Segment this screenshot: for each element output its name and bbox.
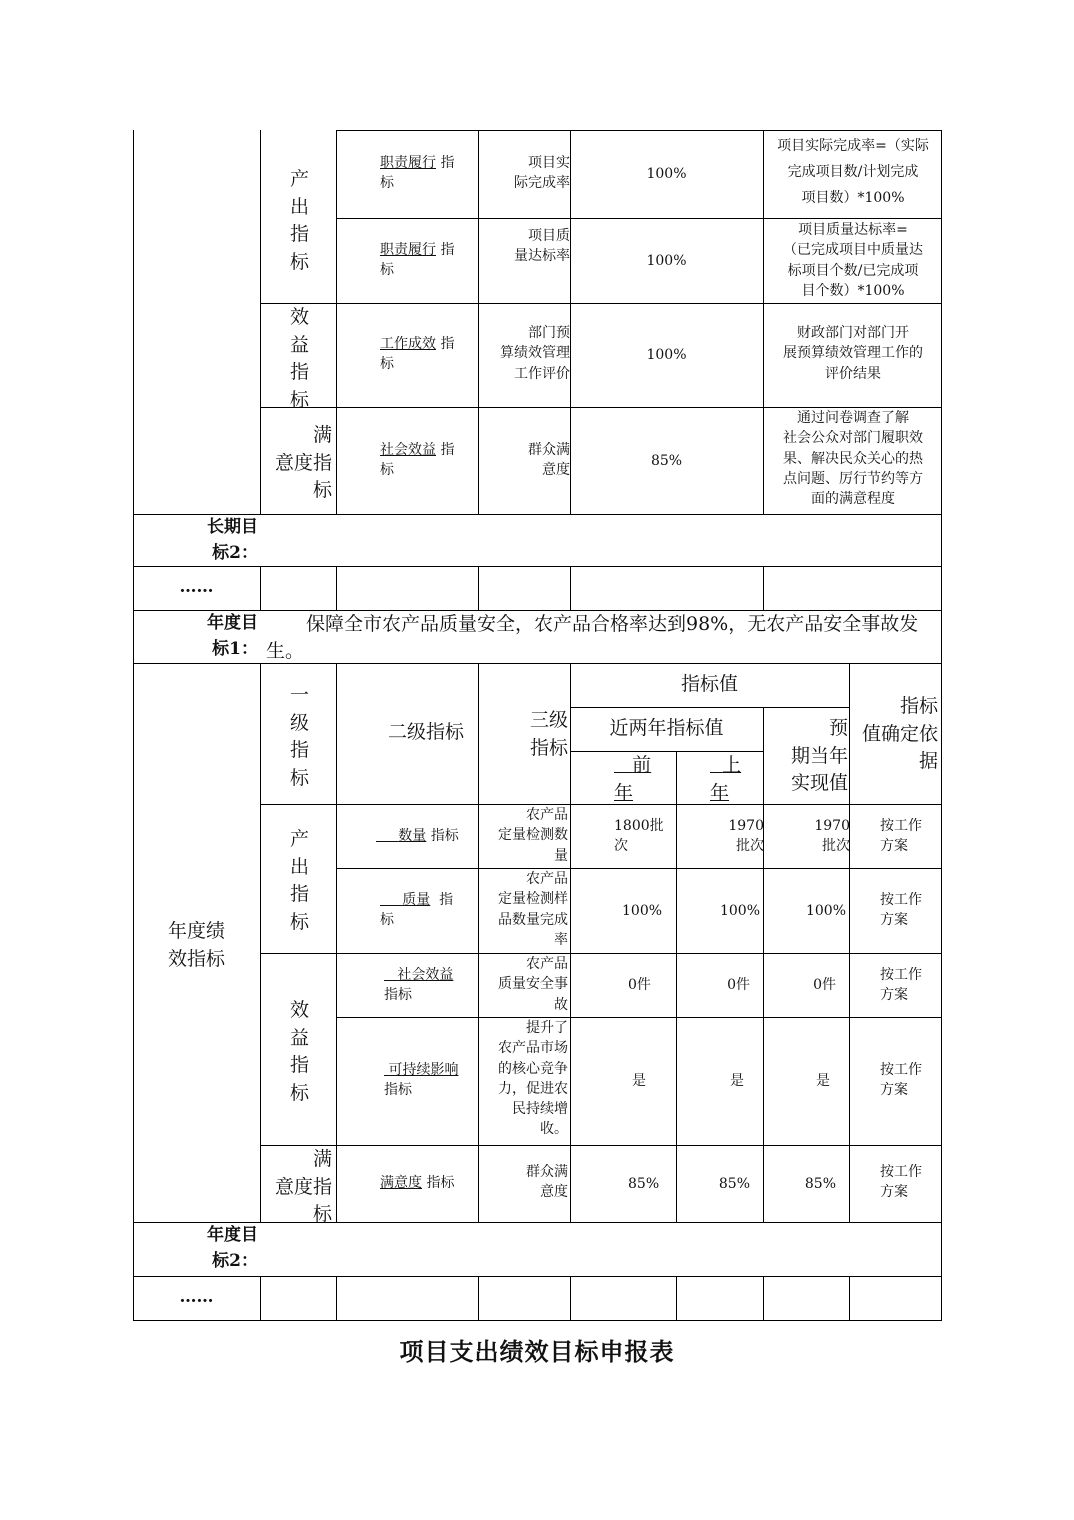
table-border: [478, 663, 479, 1222]
last-value: 是: [730, 1073, 744, 1089]
table-border: [763, 1276, 764, 1321]
value-cell: 100%: [646, 347, 687, 363]
level2-underlined: [384, 967, 453, 983]
expected-value: 是: [816, 1073, 830, 1089]
table-border: [570, 663, 571, 1222]
page-title: 项目支出绩效目标申报表: [399, 1337, 675, 1366]
level3-cell: 群众满 意度: [528, 442, 570, 479]
expected-value: 0件: [813, 977, 836, 993]
last-year-suffix: 年: [710, 781, 730, 804]
header-level2: 二级指标: [388, 721, 465, 743]
level3-cell: 农产品 定量检测样 品数量完成 率: [498, 871, 568, 948]
table-border: [260, 130, 261, 514]
basis-cell: 财政部门对部门开 展预算绩效管理工作的 评价结果: [783, 325, 923, 382]
level2-suffix: 指 标: [380, 336, 455, 373]
table-border: [336, 868, 942, 869]
last-value: 100%: [719, 903, 760, 919]
level2-underlined: 职责履行: [380, 242, 436, 258]
annual-goal2-label: 年度目 标2：: [207, 1225, 258, 1271]
level2-text: 数量: [398, 828, 427, 844]
last-year-underlined: [710, 754, 741, 776]
table-border: [336, 1017, 942, 1018]
level2-suffix: 指 标: [380, 442, 455, 479]
last-value: 0件: [727, 977, 750, 993]
table-border: [478, 130, 479, 514]
level2-cell: [380, 240, 475, 281]
expected-value: 100%: [805, 903, 846, 919]
table-border: [849, 663, 850, 1222]
prev-value: 是: [632, 1073, 646, 1089]
prev-value: 85%: [628, 1176, 660, 1192]
level2-suffix: 指标: [426, 828, 459, 844]
level2-cell: [380, 890, 476, 931]
level2-cell: [380, 1173, 476, 1193]
annual-goal1-content: 保障全市农产品质量安全，农产品合格率达到98%，无农产品安全事故发 生。: [266, 613, 919, 662]
level2-underlined: 满意度: [380, 1175, 422, 1191]
level2-cell: [380, 153, 475, 194]
level1-benefit-label: 效 益 指 标: [290, 306, 310, 411]
level2-text: 质量: [402, 892, 431, 908]
table-border: [570, 566, 571, 610]
basis-value: 按工作 方案: [880, 1164, 922, 1201]
level2-cell: [380, 440, 475, 481]
level2-suffix: 指标: [384, 987, 412, 1004]
table-border: [849, 1276, 850, 1321]
annual-indicators-label: 年度绩 效指标: [168, 920, 226, 970]
table-border: [336, 130, 337, 514]
table-border: [260, 1276, 261, 1321]
level1-benefit-label: 效 益 指 标: [290, 999, 310, 1104]
table-border: [336, 218, 942, 219]
table-border: [133, 1276, 942, 1277]
basis-cell: 通过问卷调查了解 社会公众对部门履职效 果、解决民众关心的热 点问题、厉行节约等方 面的满意程度: [783, 410, 923, 508]
table-border: [133, 566, 942, 567]
table-border: [260, 804, 942, 805]
table-border: [133, 1320, 942, 1321]
table-border: [336, 663, 337, 1222]
level3-cell: 群众满 意度: [526, 1164, 568, 1201]
level2-underlined: 职责履行: [380, 155, 436, 171]
level2-cell: [384, 965, 476, 1006]
level2-suffix: 指标: [422, 1175, 455, 1191]
level2-cell: [380, 334, 475, 375]
table-border: [260, 566, 261, 610]
ellipsis-row-1: ……: [179, 577, 214, 597]
table-border: [941, 130, 942, 1321]
prev-year-text: 前: [632, 754, 652, 776]
level2-suffix: 指 标: [380, 242, 455, 279]
level2-cell: [384, 1060, 476, 1101]
prev-value: 1800批 次: [614, 818, 664, 855]
header-level3: 三级 指标: [529, 709, 568, 759]
table-border: [260, 1145, 942, 1146]
level2-text: 社会效益: [397, 967, 454, 983]
table-border: [133, 130, 134, 1321]
table-border: [260, 303, 942, 304]
prev-year-suffix: 年: [614, 781, 634, 804]
ellipsis-row-2: ……: [179, 1287, 214, 1307]
table-border: [260, 953, 942, 954]
prev-value: 0件: [628, 977, 651, 993]
level3-cell: 提升了 农产品市场 的核心竞争 力，促进农 民持续增 收。: [498, 1020, 568, 1138]
table-border: [570, 1276, 571, 1321]
value-cell: 85%: [650, 453, 683, 469]
level2-underlined: [380, 892, 430, 908]
last-value: 1970 批次: [728, 818, 764, 855]
level2-underlined: 工作成效: [380, 336, 436, 352]
level2-underlined: 社会效益: [380, 442, 436, 458]
level1-output-label: 产 出 指 标: [290, 168, 310, 273]
header-last-year: [710, 752, 770, 807]
level3-cell: 农产品 质量安全事 故: [498, 956, 568, 1013]
header-level1: 一 级 指 标: [290, 684, 310, 789]
basis-value: 按工作 方案: [880, 1062, 922, 1099]
prev-value: 100%: [622, 903, 663, 919]
level3-cell: 部门预 算绩效管理 工作评价: [500, 325, 570, 382]
table-border: [570, 707, 849, 708]
level2-text: 可持续影响: [388, 1062, 459, 1078]
table-border: [676, 1276, 677, 1321]
level2-cell: [376, 826, 476, 846]
expected-value: 85%: [804, 1176, 836, 1192]
header-expected: 预 期当年 实现值: [790, 717, 848, 795]
value-cell: 100%: [646, 253, 687, 269]
header-prev-year: [614, 752, 674, 807]
basis-cell: 项目实际完成率=（实际 完成项目数/计划完成 项目数）*100%: [777, 138, 929, 206]
level1-satisfaction-label: 满 意度指 标: [274, 1148, 332, 1226]
header-basis: 指标 值确定依 据: [861, 695, 938, 773]
table-border: [336, 1276, 337, 1321]
expected-value: 1970 批次: [814, 818, 850, 855]
level1-output-label: 产 出 指 标: [290, 828, 310, 933]
last-year-text: 上: [722, 754, 742, 776]
prev-year-underlined: [614, 754, 651, 776]
last-value: 85%: [718, 1176, 750, 1192]
basis-value: 按工作 方案: [880, 892, 922, 929]
table-border: [478, 1276, 479, 1321]
level2-underlined: [384, 1062, 458, 1078]
header-value-group: 指标值: [680, 673, 738, 695]
table-border: [763, 566, 764, 610]
table-border: [763, 130, 764, 514]
table-border: [336, 566, 337, 610]
table-border: [478, 566, 479, 610]
level3-cell: 项目质 量达标率: [514, 228, 570, 265]
table-border: [676, 751, 677, 1222]
header-recent-two-years: 近两年指标值: [609, 717, 724, 739]
level1-satisfaction-label: 满 意度指 标: [274, 424, 332, 502]
level2-underlined: [376, 828, 426, 844]
basis-value: 按工作 方案: [880, 818, 922, 855]
basis-cell: 项目质量达标率= （已完成项目中质量达 标项目个数/已完成项 目个数）*100%: [783, 222, 923, 299]
basis-value: 按工作 方案: [880, 967, 922, 1004]
annual-goal1-label: 年度目 标1：: [207, 613, 258, 659]
level2-suffix: 指 标: [380, 155, 455, 192]
level2-suffix: 指 标: [380, 892, 454, 929]
long-term-goal2-label: 长期目 标2：: [207, 517, 258, 563]
table-border: [260, 663, 261, 1222]
value-cell: 100%: [646, 166, 687, 182]
level3-cell: 农产品 定量检测数 量: [498, 807, 568, 864]
level2-suffix: 指标: [384, 1082, 412, 1099]
table-border: [336, 130, 942, 131]
level3-cell: 项目实 际完成率: [514, 155, 570, 192]
